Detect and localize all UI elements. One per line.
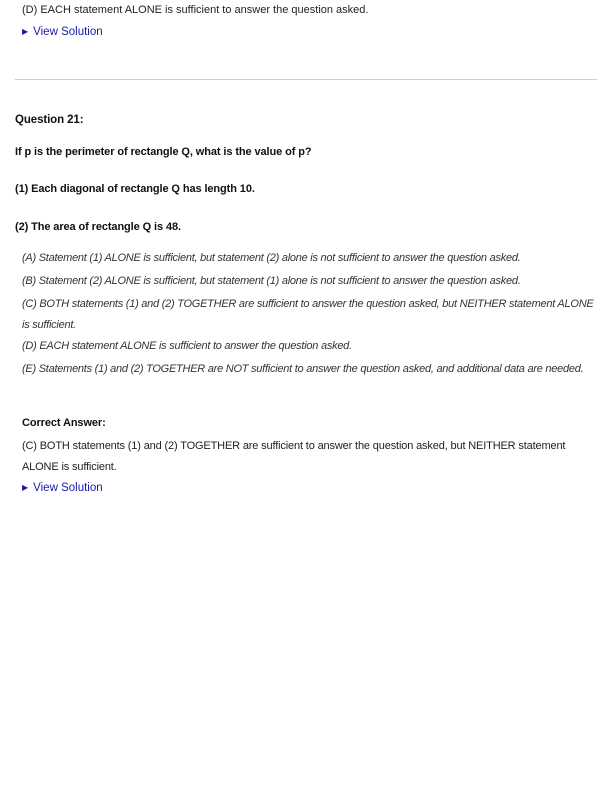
correct-answer-label: Correct Answer: [22,417,106,429]
view-solution-toggle[interactable] [22,481,103,495]
statement-2: (2) The area of rectangle Q is 48. [15,221,181,233]
view-solution-toggle-previous[interactable] [22,25,103,39]
previous-correct-answer: (D) EACH statement ALONE is sufficient to answer the question asked. [22,4,369,16]
question-stem: If p is the perimeter of rectangle Q, what is the value of p? [15,146,312,158]
answer-option-e: (E) Statements (1) and (2) TOGETHER are NOT sufficient to answer the question asked, and additional data are needed. [22,363,584,375]
question-divider [15,79,597,80]
statement-1: (1) Each diagonal of rectangle Q has length 10. [15,183,255,195]
correct-answer-text: (C) BOTH statements (1) and (2) TOGETHER are sufficient to answer the question asked, but NEITHER statement ALONE is sufficient. [22,440,566,473]
view-solution-label: View Solution [33,26,103,38]
answer-option-b: (B) Statement (2) ALONE is sufficient, but statement (1) alone is not sufficient to answer the question asked. [22,275,521,287]
triangle-right-icon: ▶ [22,483,29,492]
answer-option-a: (A) Statement (1) ALONE is sufficient, but statement (2) alone is not sufficient to answer the question asked. [22,252,521,264]
triangle-right-icon: ▶ [22,27,29,36]
question-heading: Question 21: [15,114,84,126]
answer-option-d: (D) EACH statement ALONE is sufficient to answer the question asked. [22,340,352,352]
view-solution-label: View Solution [33,482,103,494]
answer-option-c: (C) BOTH statements (1) and (2) TOGETHER are sufficient to answer the question asked, but NEITHER statement ALONE is sufficient. [22,298,594,331]
